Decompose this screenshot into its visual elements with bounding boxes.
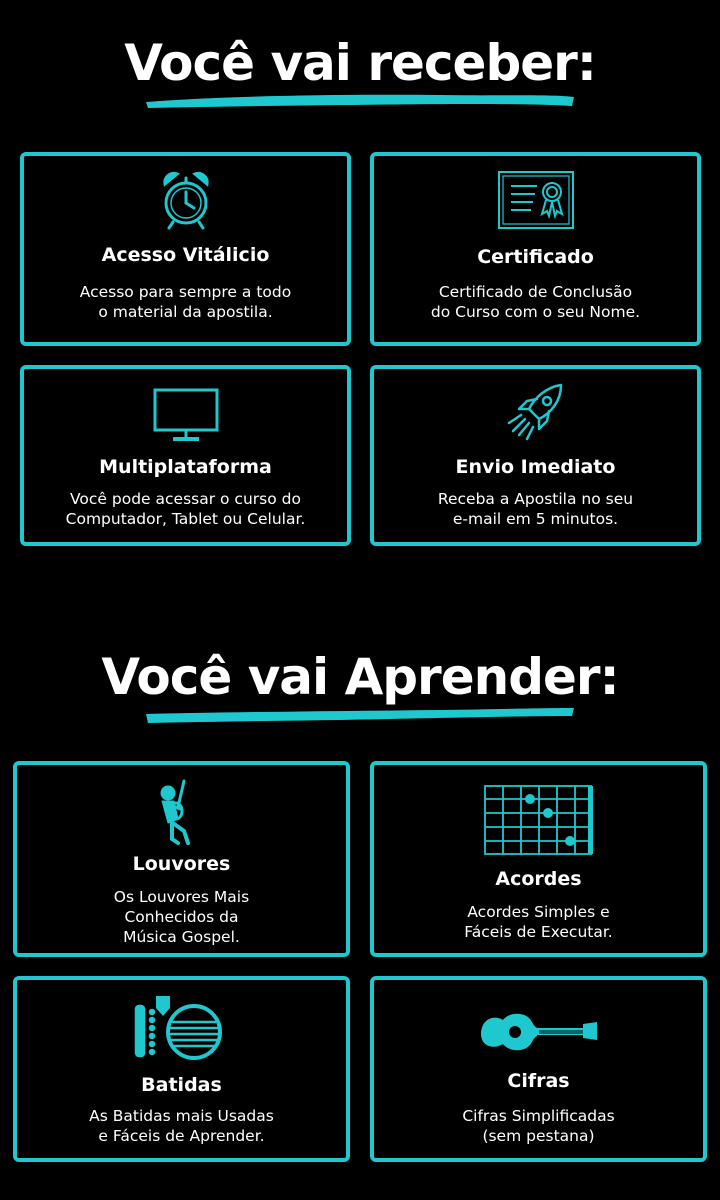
alarm-clock-icon — [159, 170, 213, 232]
chord-chart-icon — [482, 783, 596, 857]
monitor-icon — [153, 387, 219, 443]
card-title: Cifras — [507, 1070, 570, 1092]
card-instant-delivery — [370, 365, 701, 546]
card-certificate — [370, 152, 701, 346]
section-learn-title: Você vai Aprender: — [101, 648, 619, 706]
card-title: Acordes — [495, 868, 582, 890]
card-description: As Batidas mais Usadas e Fáceis de Aprender. — [89, 1107, 274, 1145]
card-title: Multiplataforma — [99, 456, 272, 478]
card-title: Certificado — [477, 246, 594, 268]
rocket-icon — [503, 379, 569, 445]
card-description: Os Louvores Mais Conhecidos da Música Gospel. — [113, 888, 250, 946]
strumming-icon — [132, 994, 232, 1060]
acoustic-guitar-icon — [477, 1004, 601, 1058]
card-description: Receba a Apostila no seu e-mail em 5 minutos. — [437, 490, 634, 528]
card-description: Acesso para sempre a todo o material da apostila. — [79, 283, 292, 321]
card-title: Envio Imediato — [455, 456, 616, 478]
card-chords — [370, 761, 707, 957]
guitarist-icon — [154, 779, 210, 845]
title-underline — [140, 88, 580, 112]
card-worship-songs — [13, 761, 350, 957]
card-title: Batidas — [141, 1074, 222, 1096]
card-description: Você pode acessar o curso do Computador, Tablet ou Celular. — [65, 490, 306, 528]
card-lifetime-access — [20, 152, 351, 346]
title-underline — [140, 702, 580, 726]
card-strumming — [13, 976, 350, 1162]
card-chord-sheets — [370, 976, 707, 1162]
card-description: Certificado de Conclusão do Curso com o seu Nome. — [430, 283, 641, 321]
card-description: Cifras Simplificadas (sem pestana) — [462, 1107, 615, 1145]
card-description: Acordes Simples e Fáceis de Executar. — [464, 903, 613, 941]
card-multiplatform — [20, 365, 351, 546]
card-title: Louvores — [132, 853, 231, 875]
section-receive-title: Você vai receber: — [124, 34, 596, 92]
certificate-icon — [497, 170, 575, 230]
card-title: Acesso Vitálicio — [101, 244, 270, 266]
